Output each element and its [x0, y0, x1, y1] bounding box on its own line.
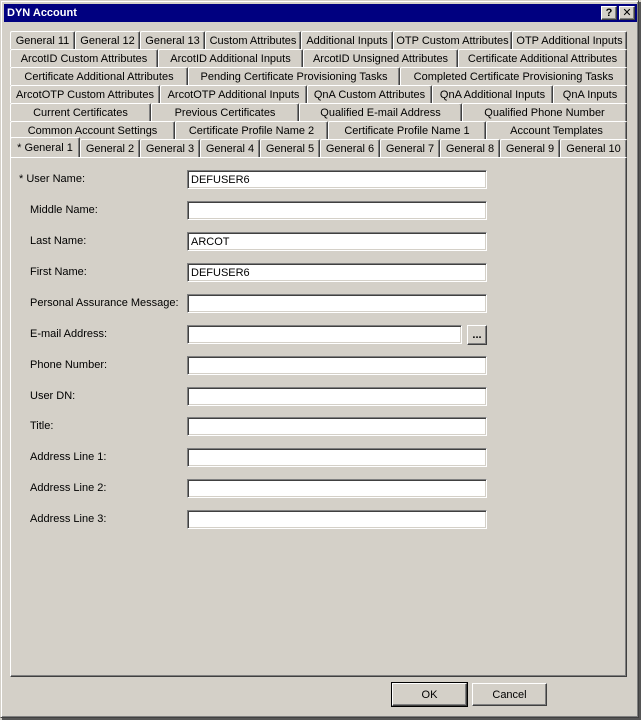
last-name-input[interactable]: [187, 232, 487, 251]
address-line-3-input[interactable]: [187, 510, 487, 529]
user-name-label: * User Name:: [19, 173, 86, 185]
tab-otp-custom-attributes[interactable]: OTP Custom Attributes: [393, 31, 512, 49]
tab-general-13[interactable]: General 13: [140, 31, 205, 49]
tab-general-3[interactable]: General 3: [140, 139, 200, 157]
tab-general-11[interactable]: General 11: [10, 31, 75, 49]
phone-number-label: Phone Number:: [30, 359, 108, 371]
first-name-label: First Name:: [30, 266, 87, 278]
tab-row-1: [10, 31, 627, 49]
tab-account-templates[interactable]: Account Templates: [486, 121, 627, 139]
tab-arcototp-custom-attributes[interactable]: ArcotOTP Custom Attributes: [10, 85, 160, 103]
tab-general-5[interactable]: General 5: [260, 139, 320, 157]
middle-name-input[interactable]: [187, 201, 487, 220]
tab-row-6: [10, 121, 627, 139]
address-line-2-input[interactable]: [187, 479, 487, 498]
tab-qualified-email-address[interactable]: Qualified E-mail Address: [299, 103, 462, 121]
tab-additional-inputs[interactable]: Additional Inputs: [301, 31, 393, 49]
help-icon[interactable]: ?: [601, 6, 617, 20]
title-input[interactable]: [187, 417, 487, 436]
ok-button[interactable]: OK: [392, 683, 467, 706]
tab-general-12[interactable]: General 12: [75, 31, 140, 49]
tab-general-7[interactable]: General 7: [380, 139, 440, 157]
tab-arcotid-custom-attributes[interactable]: ArcotID Custom Attributes: [10, 49, 158, 67]
tab-previous-certificates[interactable]: Previous Certificates: [151, 103, 299, 121]
address-line-1-label: Address Line 1:: [30, 451, 107, 463]
address-line-3-label: Address Line 3:: [30, 513, 107, 525]
user-dn-input[interactable]: [187, 387, 487, 406]
tab-general-8[interactable]: General 8: [440, 139, 500, 157]
tab-custom-attributes[interactable]: Custom Attributes: [205, 31, 301, 49]
tab-general-10[interactable]: General 10: [560, 139, 627, 157]
tab-pending-certificate-provisioning-tasks[interactable]: Pending Certificate Provisioning Tasks: [188, 67, 400, 85]
middle-name-label: Middle Name:: [30, 204, 98, 216]
tab-general-9[interactable]: General 9: [500, 139, 560, 157]
tab-certificate-additional-attributes[interactable]: Certificate Additional Attributes: [458, 49, 627, 67]
tab-general-4[interactable]: General 4: [200, 139, 260, 157]
tab-certificate-profile-name-2[interactable]: Certificate Profile Name 2: [175, 121, 328, 139]
cancel-button[interactable]: Cancel: [472, 683, 547, 706]
tab-row-2: [10, 49, 627, 67]
tab-row-7: [10, 139, 627, 157]
tab-arcototp-additional-inputs[interactable]: ArcotOTP Additional Inputs: [160, 85, 307, 103]
personal-assurance-message-label: Personal Assurance Message:: [30, 297, 179, 309]
tab-qualified-phone-number[interactable]: Qualified Phone Number: [462, 103, 627, 121]
tab-arcotid-unsigned-attributes[interactable]: ArcotID Unsigned Attributes: [303, 49, 458, 67]
tab-qna-custom-attributes[interactable]: QnA Custom Attributes: [307, 85, 432, 103]
tab-general-6[interactable]: General 6: [320, 139, 380, 157]
tab-arcotid-additional-inputs[interactable]: ArcotID Additional Inputs: [158, 49, 303, 67]
tab-qna-inputs[interactable]: QnA Inputs: [553, 85, 627, 103]
title-label: Title:: [30, 420, 54, 432]
tab-common-account-settings[interactable]: Common Account Settings: [10, 121, 175, 139]
email-address-input[interactable]: [187, 325, 462, 344]
phone-number-input[interactable]: [187, 356, 487, 375]
email-browse-button[interactable]: ...: [467, 325, 487, 345]
tab-general-1[interactable]: * General 1: [10, 137, 80, 157]
tab-qna-additional-inputs[interactable]: QnA Additional Inputs: [432, 85, 553, 103]
first-name-input[interactable]: [187, 263, 487, 282]
tab-row-5: [10, 103, 627, 121]
tab-row-4: [10, 85, 627, 103]
tab-current-certificates[interactable]: Current Certificates: [10, 103, 151, 121]
user-name-input[interactable]: [187, 170, 487, 189]
close-icon[interactable]: ✕: [619, 6, 635, 20]
user-dn-label: User DN:: [30, 390, 76, 402]
window-title: DYN Account: [7, 7, 77, 19]
tab-row-3: [10, 67, 627, 85]
tab-general-2[interactable]: General 2: [80, 139, 140, 157]
tab-certificate-additional-attributes-2[interactable]: Certificate Additional Attributes: [10, 67, 188, 85]
last-name-label: Last Name:: [30, 235, 87, 247]
tab-completed-certificate-provisioning-tasks[interactable]: Completed Certificate Provisioning Tasks: [400, 67, 627, 85]
email-address-label: E-mail Address:: [30, 328, 108, 340]
personal-assurance-message-input[interactable]: [187, 294, 487, 313]
address-line-2-label: Address Line 2:: [30, 482, 107, 494]
address-line-1-input[interactable]: [187, 448, 487, 467]
tab-otp-additional-inputs[interactable]: OTP Additional Inputs: [512, 31, 627, 49]
tab-certificate-profile-name-1[interactable]: Certificate Profile Name 1: [328, 121, 486, 139]
title-bar[interactable]: [4, 4, 637, 22]
